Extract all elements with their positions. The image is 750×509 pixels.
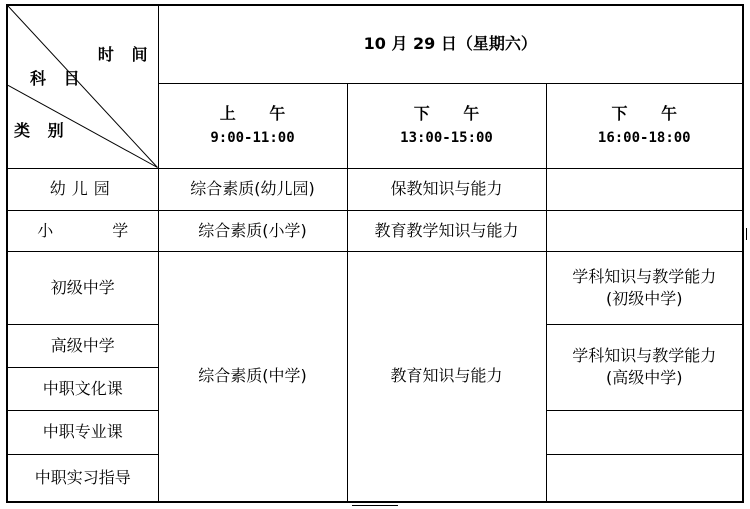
corner-category-label: 类 别 — [14, 121, 70, 140]
category-junior: 初级中学 — [7, 251, 158, 324]
session-afternoon-2 — [546, 83, 743, 168]
category-primary: 小 学 — [7, 210, 158, 251]
session-afternoon-1-time: 13:00-15:00 — [400, 129, 493, 146]
voc-major-afternoon2-subject — [546, 410, 743, 454]
session-afternoon-2-label: 下 午 — [611, 104, 692, 124]
secondary-afternoon1-subject: 教育知识与能力 — [347, 251, 546, 502]
kindergarten-afternoon1-subject: 保教知识与能力 — [347, 168, 546, 210]
category-voc-culture: 中职文化课 — [7, 367, 158, 410]
table-row — [7, 251, 743, 324]
category-voc-major: 中职专业课 — [7, 410, 158, 454]
corner-time-label: 时 间 — [97, 45, 154, 64]
senior-afternoon2-subject — [546, 324, 743, 410]
session-afternoon-1 — [347, 83, 546, 168]
primary-afternoon1-subject: 教育教学知识与能力 — [347, 210, 546, 251]
category-kindergarten: 幼儿园 — [7, 168, 158, 210]
junior-afternoon2-subject — [546, 251, 743, 324]
kindergarten-afternoon2-subject — [546, 168, 743, 210]
corner-subject-label: 科 目 — [30, 69, 86, 88]
voc-practice-afternoon2-subject — [546, 454, 743, 502]
junior-afternoon2-line1: 学科知识与教学能力 — [572, 266, 717, 286]
secondary-morning-subject: 综合素质(中学) — [158, 251, 347, 502]
session-morning — [158, 83, 347, 168]
edge-mark-bottom — [352, 505, 398, 506]
exam-date: 10 月 29 日（星期六） — [158, 5, 743, 83]
category-voc-practice: 中职实习指导 — [7, 454, 158, 502]
table-row — [7, 210, 743, 251]
kindergarten-morning-subject: 综合素质(幼儿园) — [158, 168, 347, 210]
exam-schedule-table — [6, 4, 744, 503]
date-header-row — [7, 5, 743, 83]
primary-afternoon2-subject — [546, 210, 743, 251]
edge-mark-right — [746, 228, 747, 240]
session-morning-time: 9:00-11:00 — [210, 129, 295, 146]
session-afternoon-1-label: 下 午 — [413, 104, 494, 124]
session-morning-label: 上 午 — [219, 104, 300, 124]
session-afternoon-2-time: 16:00-18:00 — [597, 129, 691, 146]
junior-afternoon2-line2: (初级中学) — [606, 288, 683, 308]
table-row — [7, 168, 743, 210]
category-senior: 高级中学 — [7, 324, 158, 367]
senior-afternoon2-line1: 学科知识与教学能力 — [572, 346, 717, 366]
corner-header-cell — [7, 5, 158, 168]
primary-morning-subject: 综合素质(小学) — [158, 210, 347, 251]
senior-afternoon2-line2: (高级中学) — [606, 368, 683, 387]
